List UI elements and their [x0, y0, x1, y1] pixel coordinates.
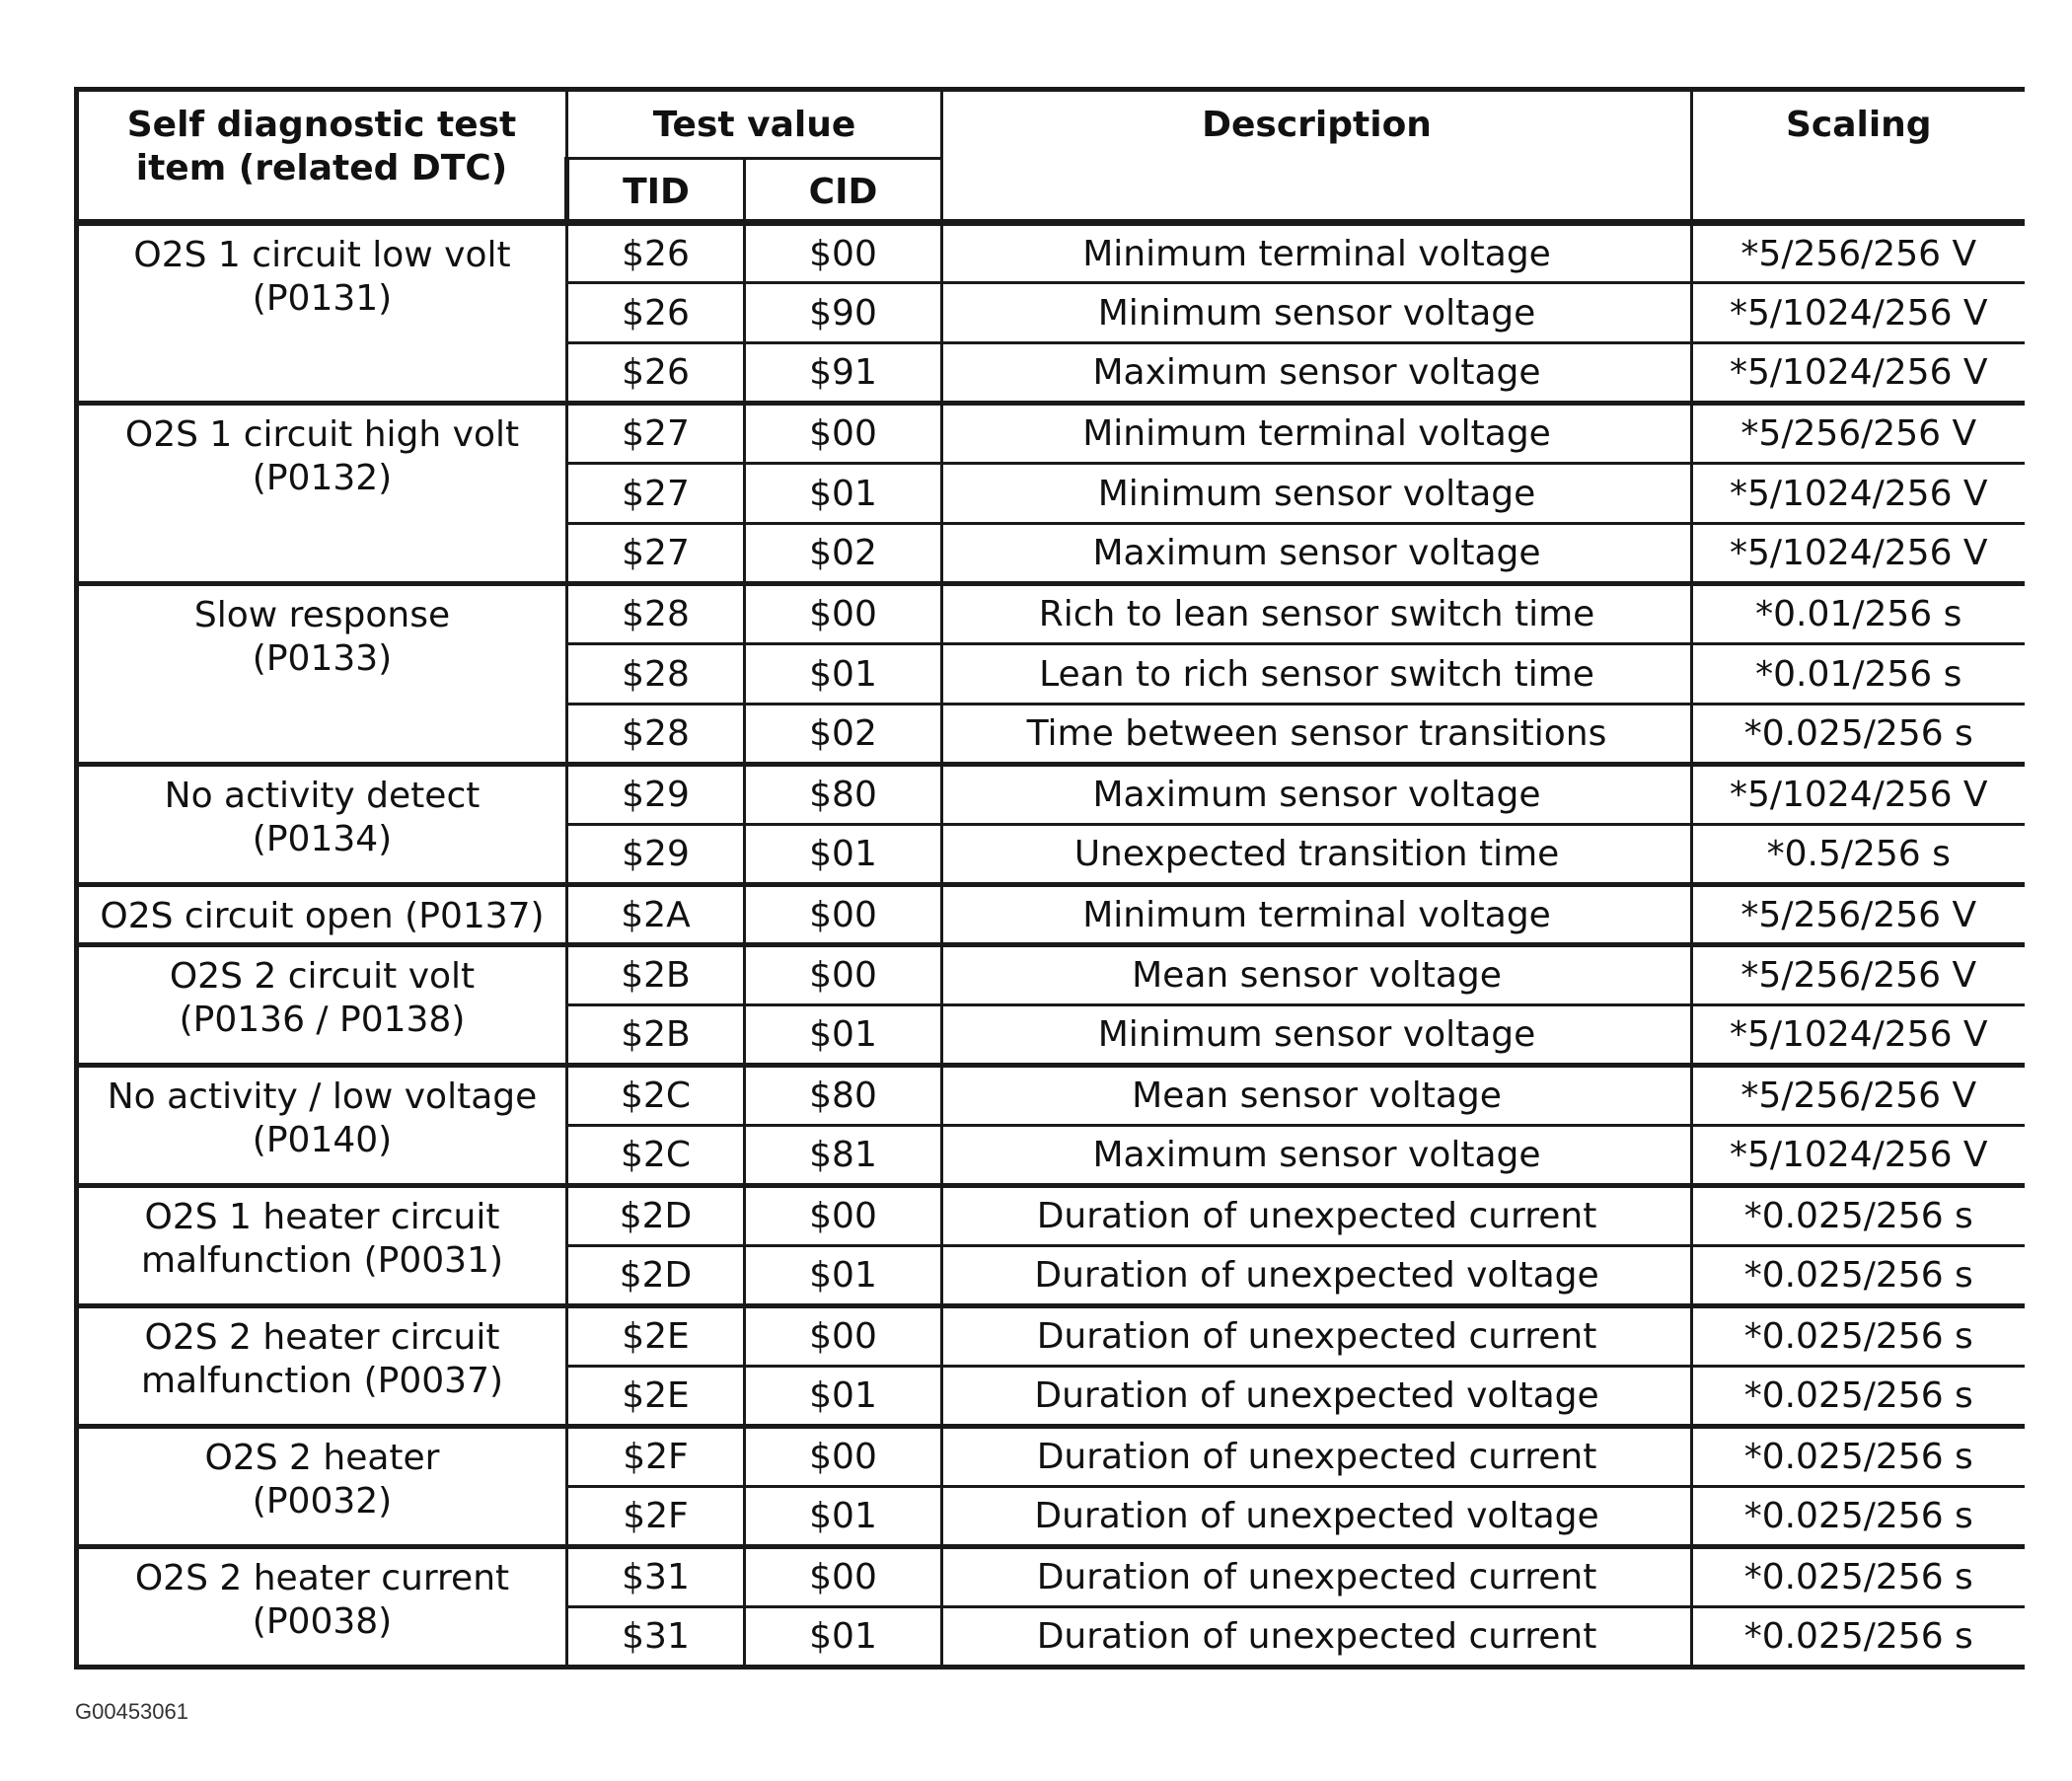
table-row [77, 1427, 2025, 1487]
header-tid: TID [567, 159, 745, 223]
test-item-name: Slow response [193, 595, 451, 635]
test-item-group [77, 945, 2025, 1066]
tid-cell: $2E [567, 1367, 745, 1427]
tid-cell: $27 [567, 464, 745, 524]
scaling-cell: *5/256/256 V [1692, 885, 2025, 945]
test-item-group [77, 1306, 2025, 1427]
figure-id: G00453061 [75, 1699, 188, 1724]
tid-cell: $26 [567, 343, 745, 404]
description-cell: Minimum sensor voltage [942, 1005, 1692, 1066]
scaling-cell: *5/1024/256 V [1692, 765, 2025, 825]
description-cell: Duration of unexpected current [942, 1306, 1692, 1367]
test-item-cell [77, 1427, 567, 1547]
scaling-cell: *5/256/256 V [1692, 223, 2025, 283]
test-item-name: O2S 1 circuit low volt [133, 235, 511, 275]
table-row [77, 223, 2025, 283]
table-header [77, 90, 2025, 223]
scaling-cell: *5/256/256 V [1692, 1066, 2025, 1126]
table-row [77, 945, 2025, 1005]
scaling-cell: *5/1024/256 V [1692, 1005, 2025, 1066]
table-row [77, 765, 2025, 825]
test-item-dtc: malfunction (P0031) [140, 1240, 504, 1281]
cid-cell: $00 [745, 1186, 942, 1246]
cid-cell: $02 [745, 705, 942, 765]
description-cell: Mean sensor voltage [942, 945, 1692, 1005]
test-item-dtc: malfunction (P0037) [140, 1361, 504, 1401]
description-cell: Minimum sensor voltage [942, 283, 1692, 343]
cid-cell: $01 [745, 1487, 942, 1547]
table-row [77, 404, 2025, 464]
tid-cell: $26 [567, 223, 745, 283]
table-row [77, 885, 2025, 945]
header-description: Description [942, 90, 1692, 223]
test-item-dtc: (P0140) [252, 1120, 393, 1160]
test-item-dtc: (P0131) [252, 278, 393, 319]
cid-cell: $00 [745, 404, 942, 464]
cid-cell: $80 [745, 765, 942, 825]
tid-cell: $2A [567, 885, 745, 945]
tid-cell: $2B [567, 945, 745, 1005]
test-item-cell [77, 765, 567, 885]
cid-cell: $00 [745, 945, 942, 1005]
description-cell: Minimum terminal voltage [942, 223, 1692, 283]
header-test-value: Test value [567, 90, 942, 159]
test-item-cell [77, 945, 567, 1066]
description-cell: Lean to rich sensor switch time [942, 644, 1692, 705]
tid-cell: $2C [567, 1126, 745, 1186]
cid-cell: $91 [745, 343, 942, 404]
cid-cell: $01 [745, 1005, 942, 1066]
description-cell: Duration of unexpected voltage [942, 1367, 1692, 1427]
test-item-cell [77, 1066, 567, 1186]
tid-cell: $2F [567, 1487, 745, 1547]
test-item-name: O2S 2 heater [204, 1438, 440, 1478]
tid-cell: $2F [567, 1427, 745, 1487]
cid-cell: $00 [745, 223, 942, 283]
tid-cell: $29 [567, 765, 745, 825]
description-cell: Duration of unexpected current [942, 1186, 1692, 1246]
description-cell: Maximum sensor voltage [942, 1126, 1692, 1186]
test-item-group [77, 1186, 2025, 1306]
cid-cell: $80 [745, 1066, 942, 1126]
tid-cell: $31 [567, 1547, 745, 1607]
test-item-cell [77, 885, 567, 945]
test-item-group [77, 1427, 2025, 1547]
test-item-group [77, 404, 2025, 584]
scaling-cell: *0.025/256 s [1692, 1367, 2025, 1427]
scaling-cell: *0.025/256 s [1692, 1306, 2025, 1367]
cid-cell: $01 [745, 464, 942, 524]
test-item-group [77, 584, 2025, 765]
test-item-name: O2S 2 circuit volt [169, 956, 476, 997]
scaling-cell: *0.5/256 s [1692, 825, 2025, 885]
cid-cell: $00 [745, 1427, 942, 1487]
header-self-diagnostic-item: Self diagnostic test item (related DTC) [77, 90, 567, 223]
table-row [77, 1306, 2025, 1367]
scaling-cell: *0.01/256 s [1692, 644, 2025, 705]
tid-cell: $2D [567, 1186, 745, 1246]
tid-cell: $27 [567, 404, 745, 464]
test-item-dtc: (P0133) [252, 638, 393, 679]
test-item-name: O2S circuit open (P0137) [100, 896, 545, 936]
cid-cell: $01 [745, 1246, 942, 1306]
table-row [77, 1186, 2025, 1246]
cid-cell: $01 [745, 644, 942, 705]
scaling-cell: *5/1024/256 V [1692, 524, 2025, 584]
tid-cell: $29 [567, 825, 745, 885]
tid-cell: $2D [567, 1246, 745, 1306]
tid-cell: $28 [567, 584, 745, 644]
test-item-cell [77, 1186, 567, 1306]
description-cell: Duration of unexpected current [942, 1547, 1692, 1607]
description-cell: Unexpected transition time [942, 825, 1692, 885]
tid-cell: $31 [567, 1607, 745, 1668]
scaling-cell: *0.01/256 s [1692, 584, 2025, 644]
cid-cell: $01 [745, 1607, 942, 1668]
test-item-name: O2S 1 heater circuit [144, 1197, 500, 1237]
test-item-cell [77, 1547, 567, 1668]
scaling-cell: *0.025/256 s [1692, 1607, 2025, 1668]
description-cell: Time between sensor transitions [942, 705, 1692, 765]
description-cell: Maximum sensor voltage [942, 524, 1692, 584]
test-item-group [77, 223, 2025, 404]
scaling-cell: *5/1024/256 V [1692, 464, 2025, 524]
cid-cell: $00 [745, 1306, 942, 1367]
test-item-cell [77, 584, 567, 765]
diagnostic-test-table [74, 87, 2025, 1670]
scaling-cell: *0.025/256 s [1692, 705, 2025, 765]
test-item-cell [77, 404, 567, 584]
tid-cell: $2B [567, 1005, 745, 1066]
test-item-dtc: (P0132) [252, 458, 393, 498]
test-item-dtc: (P0038) [252, 1601, 393, 1642]
test-item-group [77, 1547, 2025, 1668]
tid-cell: $28 [567, 705, 745, 765]
description-cell: Duration of unexpected voltage [942, 1246, 1692, 1306]
description-cell: Duration of unexpected voltage [942, 1487, 1692, 1547]
test-item-name: O2S 2 heater circuit [144, 1317, 500, 1358]
table-row [77, 584, 2025, 644]
scaling-cell: *0.025/256 s [1692, 1246, 2025, 1306]
scaling-cell: *0.025/256 s [1692, 1547, 2025, 1607]
table-row [77, 1547, 2025, 1607]
test-item-group [77, 885, 2025, 945]
scaling-cell: *5/1024/256 V [1692, 343, 2025, 404]
cid-cell: $00 [745, 584, 942, 644]
scaling-cell: *5/256/256 V [1692, 945, 2025, 1005]
cid-cell: $01 [745, 1367, 942, 1427]
test-item-name: No activity detect [164, 776, 481, 816]
description-cell: Duration of unexpected current [942, 1607, 1692, 1668]
tid-cell: $2C [567, 1066, 745, 1126]
cid-cell: $90 [745, 283, 942, 343]
cid-cell: $02 [745, 524, 942, 584]
description-cell: Minimum terminal voltage [942, 885, 1692, 945]
test-item-cell [77, 1306, 567, 1427]
description-cell: Rich to lean sensor switch time [942, 584, 1692, 644]
description-cell: Maximum sensor voltage [942, 765, 1692, 825]
test-item-dtc: (P0134) [252, 819, 393, 859]
tid-cell: $28 [567, 644, 745, 705]
description-cell: Mean sensor voltage [942, 1066, 1692, 1126]
tid-cell: $27 [567, 524, 745, 584]
header-cid: CID [745, 159, 942, 223]
description-cell: Minimum terminal voltage [942, 404, 1692, 464]
test-item-name: O2S 1 circuit high volt [124, 414, 520, 455]
tid-cell: $2E [567, 1306, 745, 1367]
description-cell: Maximum sensor voltage [942, 343, 1692, 404]
scaling-cell: *0.025/256 s [1692, 1487, 2025, 1547]
table-row [77, 1066, 2025, 1126]
cid-cell: $00 [745, 1547, 942, 1607]
scaling-cell: *5/1024/256 V [1692, 283, 2025, 343]
test-item-group [77, 765, 2025, 885]
scaling-cell: *5/256/256 V [1692, 404, 2025, 464]
header-scaling: Scaling [1692, 90, 2025, 223]
description-cell: Minimum sensor voltage [942, 464, 1692, 524]
description-cell: Duration of unexpected current [942, 1427, 1692, 1487]
scaling-cell: *0.025/256 s [1692, 1427, 2025, 1487]
cid-cell: $81 [745, 1126, 942, 1186]
test-item-group [77, 1066, 2025, 1186]
cid-cell: $00 [745, 885, 942, 945]
test-item-cell [77, 223, 567, 404]
tid-cell: $26 [567, 283, 745, 343]
cid-cell: $01 [745, 825, 942, 885]
test-item-name: No activity / low voltage [107, 1076, 538, 1117]
test-item-dtc: (P0032) [252, 1481, 393, 1521]
test-item-dtc: (P0136 / P0138) [179, 1000, 466, 1040]
test-item-name: O2S 2 heater current [134, 1558, 510, 1598]
scaling-cell: *0.025/256 s [1692, 1186, 2025, 1246]
scaling-cell: *5/1024/256 V [1692, 1126, 2025, 1186]
